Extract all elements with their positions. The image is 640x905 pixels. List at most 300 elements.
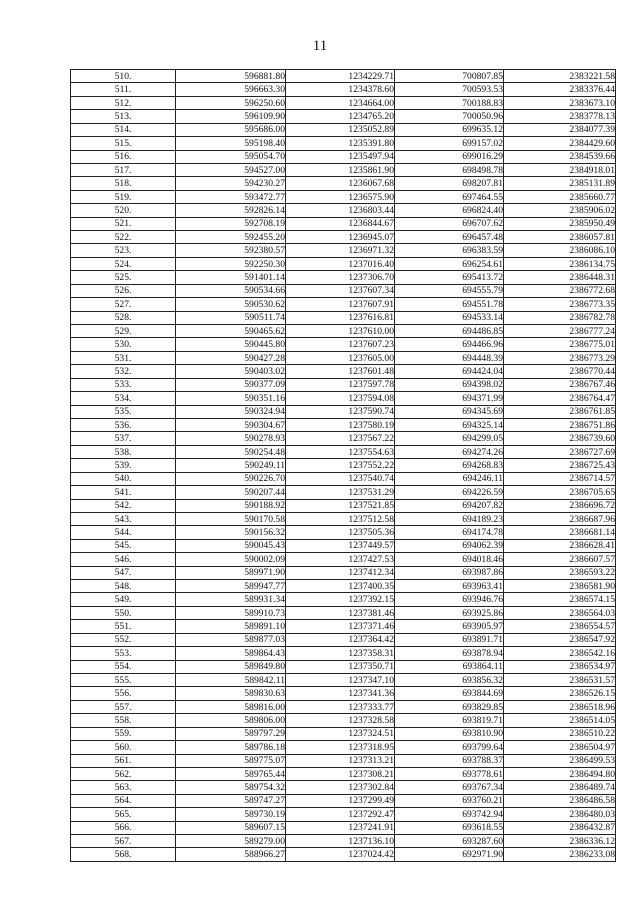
table-row (71, 123, 616, 136)
coordinate-cell: 2384077.39 (504, 123, 616, 136)
table-row (71, 177, 616, 190)
coordinate-cell: 590403.02 (176, 365, 286, 378)
coordinate-cell: 694174.78 (395, 526, 504, 539)
coordinate-cell: 2386767.46 (504, 378, 616, 391)
coordinate-cell: 693829.85 (395, 700, 504, 713)
coordinate-cell: 694551.78 (395, 298, 504, 311)
coordinate-cell: 694345.69 (395, 405, 504, 418)
coordinate-cell: 1237299.49 (286, 794, 395, 807)
coordinate-cell: 590254.48 (176, 445, 286, 458)
coordinate-cell: 589842.11 (176, 673, 286, 686)
point-number-cell: 545. (71, 539, 176, 552)
point-number-cell: 558. (71, 714, 176, 727)
point-number-cell: 536. (71, 418, 176, 431)
coordinate-cell: 1237607.23 (286, 338, 395, 351)
coordinate-cell: 589971.90 (176, 566, 286, 579)
coordinate-cell: 1235861.90 (286, 163, 395, 176)
coordinate-cell: 2384918.01 (504, 163, 616, 176)
coordinate-cell: 589864.43 (176, 647, 286, 660)
coordinate-cell: 2386687.96 (504, 512, 616, 525)
coordinate-cell: 589830.63 (176, 687, 286, 700)
coordinate-cell: 2386773.35 (504, 298, 616, 311)
coordinate-cell: 2384539.66 (504, 150, 616, 163)
table-row (71, 647, 616, 660)
coordinate-cell: 2383778.13 (504, 110, 616, 123)
coordinate-cell: 1237616.81 (286, 311, 395, 324)
table-row (71, 405, 616, 418)
table-row (71, 338, 616, 351)
coordinate-cell: 589279.00 (176, 835, 286, 848)
coordinate-cell: 1237358.31 (286, 647, 395, 660)
point-number-cell: 535. (71, 405, 176, 418)
point-number-cell: 565. (71, 808, 176, 821)
coordinate-cell: 2386628.41 (504, 539, 616, 552)
coordinate-cell: 589775.07 (176, 754, 286, 767)
point-number-cell: 519. (71, 190, 176, 203)
coordinate-cell: 590278.93 (176, 432, 286, 445)
coordinate-cell: 693905.97 (395, 620, 504, 633)
point-number-cell: 550. (71, 606, 176, 619)
coordinate-cell: 589849.80 (176, 660, 286, 673)
coordinate-cell: 594230.27 (176, 177, 286, 190)
point-number-cell: 552. (71, 633, 176, 646)
table-row (71, 727, 616, 740)
coordinate-cell: 693987.86 (395, 566, 504, 579)
coordinate-cell: 1236844.67 (286, 217, 395, 230)
coordinate-cell: 693925.86 (395, 606, 504, 619)
point-number-cell: 529. (71, 325, 176, 338)
coordinate-cell: 1237594.08 (286, 392, 395, 405)
point-number-cell: 514. (71, 123, 176, 136)
table-row (71, 83, 616, 96)
coordinate-cell: 1237521.85 (286, 499, 395, 512)
coordinate-cell: 694226.59 (395, 486, 504, 499)
coordinate-cell: 595198.40 (176, 137, 286, 150)
coordinate-cell: 592455.20 (176, 231, 286, 244)
coordinate-cell: 589806.00 (176, 714, 286, 727)
coordinate-cell: 2386739.60 (504, 432, 616, 445)
point-number-cell: 513. (71, 110, 176, 123)
table-row (71, 204, 616, 217)
coordinate-cell: 2386518.96 (504, 700, 616, 713)
coordinate-cell: 2386542.16 (504, 647, 616, 660)
table-row (71, 244, 616, 257)
coordinate-cell: 699157.02 (395, 137, 504, 150)
coordinate-cell: 1237607.91 (286, 298, 395, 311)
coordinate-cell: 2386681.14 (504, 526, 616, 539)
coordinate-cell: 693287.60 (395, 835, 504, 848)
table-row (71, 459, 616, 472)
coordinate-cell: 694371.99 (395, 392, 504, 405)
coordinate-cell: 590465.62 (176, 325, 286, 338)
coordinate-cell: 1236803.44 (286, 204, 395, 217)
point-number-cell: 561. (71, 754, 176, 767)
coordinate-cell: 2386499.53 (504, 754, 616, 767)
coordinate-cell: 1237136.10 (286, 835, 395, 848)
coordinate-cell: 590427.28 (176, 351, 286, 364)
table-row (71, 217, 616, 230)
coordinate-cell: 596881.80 (176, 70, 286, 83)
coordinate-cell: 694424.04 (395, 365, 504, 378)
coordinate-cell: 694299.05 (395, 432, 504, 445)
coordinate-cell: 590249.11 (176, 459, 286, 472)
coordinate-cell: 2385950.49 (504, 217, 616, 230)
coordinate-cell: 694018.46 (395, 553, 504, 566)
coordinate-cell: 2386696.72 (504, 499, 616, 512)
coordinate-cell: 589765.44 (176, 767, 286, 780)
coordinate-cell: 590156.32 (176, 526, 286, 539)
table-row (71, 673, 616, 686)
coordinate-cell: 693778.61 (395, 767, 504, 780)
coordinate-cell: 694325.14 (395, 418, 504, 431)
coordinate-table-body (71, 70, 616, 862)
coordinate-cell: 1237400.35 (286, 580, 395, 593)
coordinate-cell: 592708.19 (176, 217, 286, 230)
coordinate-cell: 1237505.36 (286, 526, 395, 539)
coordinate-cell: 2386770.44 (504, 365, 616, 378)
table-row (71, 325, 616, 338)
coordinate-cell: 590530.62 (176, 298, 286, 311)
coordinate-cell: 2386593.22 (504, 566, 616, 579)
coordinate-cell: 589931.34 (176, 593, 286, 606)
coordinate-cell: 588966.27 (176, 848, 286, 861)
table-row (71, 378, 616, 391)
coordinate-cell: 2386727.69 (504, 445, 616, 458)
point-number-cell: 554. (71, 660, 176, 673)
coordinate-cell: 693891.71 (395, 633, 504, 646)
coordinate-cell: 590534.66 (176, 284, 286, 297)
point-number-cell: 531. (71, 351, 176, 364)
coordinate-cell: 590351.16 (176, 392, 286, 405)
coordinate-cell: 1237306.70 (286, 271, 395, 284)
coordinate-cell: 696457.48 (395, 231, 504, 244)
coordinate-cell: 2386761.85 (504, 405, 616, 418)
point-number-cell: 562. (71, 767, 176, 780)
coordinate-cell: 2386504.97 (504, 741, 616, 754)
coordinate-cell: 2386336.12 (504, 835, 616, 848)
point-number-cell: 539. (71, 459, 176, 472)
coordinate-cell: 1237016.40 (286, 257, 395, 270)
coordinate-cell: 2386531.57 (504, 673, 616, 686)
coordinate-cell: 2385660.77 (504, 190, 616, 203)
point-number-cell: 515. (71, 137, 176, 150)
table-row (71, 835, 616, 848)
table-row (71, 714, 616, 727)
coordinate-cell: 2386764.47 (504, 392, 616, 405)
point-number-cell: 517. (71, 163, 176, 176)
coordinate-cell: 591401.14 (176, 271, 286, 284)
coordinate-cell: 2386714.57 (504, 472, 616, 485)
table-row (71, 580, 616, 593)
coordinate-cell: 596250.60 (176, 96, 286, 109)
point-number-cell: 530. (71, 338, 176, 351)
table-row (71, 512, 616, 525)
coordinate-cell: 693760.21 (395, 794, 504, 807)
table-row (71, 190, 616, 203)
coordinate-cell: 1237371.46 (286, 620, 395, 633)
coordinate-cell: 1237292.47 (286, 808, 395, 821)
point-number-cell: 523. (71, 244, 176, 257)
table-row (71, 593, 616, 606)
coordinate-cell: 693878.94 (395, 647, 504, 660)
coordinate-cell: 2386086.10 (504, 244, 616, 257)
point-number-cell: 527. (71, 298, 176, 311)
table-row (71, 298, 616, 311)
coordinate-cell: 2386489.74 (504, 781, 616, 794)
coordinate-cell: 693864.11 (395, 660, 504, 673)
table-row (71, 553, 616, 566)
coordinate-cell: 694189.23 (395, 512, 504, 525)
table-row (71, 781, 616, 794)
coordinate-cell: 694448.39 (395, 351, 504, 364)
coordinate-cell: 694398.02 (395, 378, 504, 391)
coordinate-cell: 592380.57 (176, 244, 286, 257)
coordinate-cell: 693767.34 (395, 781, 504, 794)
coordinate-cell: 693819.71 (395, 714, 504, 727)
coordinate-cell: 700593.53 (395, 83, 504, 96)
table-row (71, 445, 616, 458)
coordinate-cell: 1237333.77 (286, 700, 395, 713)
table-row (71, 96, 616, 109)
coordinate-cell: 596109.90 (176, 110, 286, 123)
coordinate-cell: 2386725.43 (504, 459, 616, 472)
table-row (71, 620, 616, 633)
coordinate-cell: 590045.43 (176, 539, 286, 552)
coordinate-cell: 590377.09 (176, 378, 286, 391)
table-row (71, 566, 616, 579)
point-number-cell: 553. (71, 647, 176, 660)
point-number-cell: 551. (71, 620, 176, 633)
coordinate-cell: 700807.85 (395, 70, 504, 83)
coordinate-cell: 1237328.58 (286, 714, 395, 727)
coordinate-cell: 2384429.60 (504, 137, 616, 150)
coordinate-cell: 594527.00 (176, 163, 286, 176)
coordinate-cell: 693742.94 (395, 808, 504, 821)
table-row (71, 821, 616, 834)
point-number-cell: 548. (71, 580, 176, 593)
coordinate-cell: 596663.30 (176, 83, 286, 96)
coordinate-cell: 589816.00 (176, 700, 286, 713)
coordinate-cell: 2386773.29 (504, 351, 616, 364)
table-row (71, 808, 616, 821)
coordinate-cell: 2386514.05 (504, 714, 616, 727)
coordinate-cell: 2386534.97 (504, 660, 616, 673)
coordinate-cell: 694268.83 (395, 459, 504, 472)
coordinate-cell: 2386480.03 (504, 808, 616, 821)
coordinate-cell: 589786.18 (176, 741, 286, 754)
coordinate-cell: 1237580.19 (286, 418, 395, 431)
coordinate-cell: 1237347.10 (286, 673, 395, 686)
point-number-cell: 543. (71, 512, 176, 525)
coordinate-cell: 700188.83 (395, 96, 504, 109)
coordinate-cell: 694486.85 (395, 325, 504, 338)
coordinate-cell: 1237313.21 (286, 754, 395, 767)
table-row (71, 767, 616, 780)
coordinate-cell: 2383376.44 (504, 83, 616, 96)
coordinate-cell: 1237540.74 (286, 472, 395, 485)
coordinate-cell: 2386510.22 (504, 727, 616, 740)
coordinate-cell: 1237318.95 (286, 741, 395, 754)
point-number-cell: 521. (71, 217, 176, 230)
coordinate-cell: 1237531.29 (286, 486, 395, 499)
table-row (71, 231, 616, 244)
table-row (71, 472, 616, 485)
table-row (71, 311, 616, 324)
coordinate-cell: 2386564.03 (504, 606, 616, 619)
coordinate-cell: 1237392.15 (286, 593, 395, 606)
coordinate-cell: 2386782.78 (504, 311, 616, 324)
table-row (71, 754, 616, 767)
coordinate-cell: 697464.55 (395, 190, 504, 203)
coordinate-cell: 2383221.58 (504, 70, 616, 83)
point-number-cell: 549. (71, 593, 176, 606)
coordinate-cell: 693963.41 (395, 580, 504, 593)
point-number-cell: 566. (71, 821, 176, 834)
point-number-cell: 520. (71, 204, 176, 217)
coordinate-cell: 1237590.74 (286, 405, 395, 418)
coordinate-cell: 1237302.84 (286, 781, 395, 794)
point-number-cell: 556. (71, 687, 176, 700)
coordinate-cell: 589910.73 (176, 606, 286, 619)
coordinate-cell: 2386547.92 (504, 633, 616, 646)
coordinate-cell: 698498.78 (395, 163, 504, 176)
table-row (71, 700, 616, 713)
coordinate-cell: 1237427.53 (286, 553, 395, 566)
table-row (71, 848, 616, 861)
coordinate-cell: 592250.30 (176, 257, 286, 270)
table-row (71, 70, 616, 83)
coordinate-cell: 1236945.07 (286, 231, 395, 244)
point-number-cell: 533. (71, 378, 176, 391)
coordinate-cell: 698207.81 (395, 177, 504, 190)
coordinate-cell: 589877.03 (176, 633, 286, 646)
point-number-cell: 560. (71, 741, 176, 754)
table-row (71, 741, 616, 754)
coordinate-cell: 696383.59 (395, 244, 504, 257)
coordinate-cell: 1235391.80 (286, 137, 395, 150)
coordinate-cell: 694466.96 (395, 338, 504, 351)
coordinate-cell: 1237364.42 (286, 633, 395, 646)
coordinate-cell: 693856.32 (395, 673, 504, 686)
coordinate-cell: 1237308.21 (286, 767, 395, 780)
point-number-cell: 564. (71, 794, 176, 807)
coordinate-cell: 693788.37 (395, 754, 504, 767)
table-row (71, 137, 616, 150)
point-number-cell: 516. (71, 150, 176, 163)
coordinate-cell: 1237552.22 (286, 459, 395, 472)
coordinate-cell: 2386526.15 (504, 687, 616, 700)
coordinate-cell: 693946.76 (395, 593, 504, 606)
table-row (71, 163, 616, 176)
coordinate-cell: 693844.69 (395, 687, 504, 700)
coordinate-cell: 590511.74 (176, 311, 286, 324)
coordinate-cell: 700050.96 (395, 110, 504, 123)
coordinate-cell: 590002.09 (176, 553, 286, 566)
table-row (71, 660, 616, 673)
point-number-cell: 547. (71, 566, 176, 579)
table-row (71, 526, 616, 539)
table-row (71, 392, 616, 405)
coordinate-cell: 1236575.90 (286, 190, 395, 203)
coordinate-cell: 590207.44 (176, 486, 286, 499)
coordinate-cell: 1234378.60 (286, 83, 395, 96)
coordinate-cell: 590188.92 (176, 499, 286, 512)
coordinate-cell: 696707.62 (395, 217, 504, 230)
point-number-cell: 538. (71, 445, 176, 458)
coordinate-cell: 2386432.87 (504, 821, 616, 834)
coordinate-cell: 1237601.48 (286, 365, 395, 378)
coordinate-cell: 593472.77 (176, 190, 286, 203)
coordinate-cell: 693810.90 (395, 727, 504, 740)
coordinate-cell: 1237412.34 (286, 566, 395, 579)
coordinate-cell: 1237605.00 (286, 351, 395, 364)
coordinate-cell: 694246.11 (395, 472, 504, 485)
table-row (71, 486, 616, 499)
coordinate-cell: 589947.77 (176, 580, 286, 593)
coordinate-cell: 2386057.81 (504, 231, 616, 244)
point-number-cell: 532. (71, 365, 176, 378)
point-number-cell: 512. (71, 96, 176, 109)
coordinate-cell: 2386574.15 (504, 593, 616, 606)
point-number-cell: 524. (71, 257, 176, 270)
point-number-cell: 555. (71, 673, 176, 686)
coordinate-cell: 1236971.32 (286, 244, 395, 257)
point-number-cell: 563. (71, 781, 176, 794)
coordinate-cell: 1237324.51 (286, 727, 395, 740)
table-row (71, 539, 616, 552)
table-row (71, 365, 616, 378)
point-number-cell: 526. (71, 284, 176, 297)
coordinate-cell: 1236067.68 (286, 177, 395, 190)
coordinate-cell: 2385131.89 (504, 177, 616, 190)
coordinate-cell: 1234664.00 (286, 96, 395, 109)
coordinate-cell: 2386134.75 (504, 257, 616, 270)
table-row (71, 271, 616, 284)
coordinate-cell: 590304.67 (176, 418, 286, 431)
coordinate-cell: 693618.55 (395, 821, 504, 834)
table-row (71, 150, 616, 163)
coordinate-cell: 590226.70 (176, 472, 286, 485)
table-row (71, 110, 616, 123)
table-row (71, 499, 616, 512)
coordinate-cell: 2386448.31 (504, 271, 616, 284)
coordinate-cell: 699016.29 (395, 150, 504, 163)
point-number-cell: 544. (71, 526, 176, 539)
coordinate-cell: 2385906.02 (504, 204, 616, 217)
table-row (71, 606, 616, 619)
coordinate-cell: 2386233.08 (504, 848, 616, 861)
point-number-cell: 534. (71, 392, 176, 405)
coordinate-cell: 693799.64 (395, 741, 504, 754)
coordinate-cell: 590324.94 (176, 405, 286, 418)
point-number-cell: 511. (71, 83, 176, 96)
coordinate-table (70, 69, 616, 862)
table-row (71, 794, 616, 807)
coordinate-cell: 694207.82 (395, 499, 504, 512)
point-number-cell: 557. (71, 700, 176, 713)
coordinate-cell: 1237241.91 (286, 821, 395, 834)
point-number-cell: 518. (71, 177, 176, 190)
point-number-cell: 510. (71, 70, 176, 83)
coordinate-cell: 2386705.65 (504, 486, 616, 499)
coordinate-cell: 2386554.57 (504, 620, 616, 633)
coordinate-cell: 1235497.94 (286, 150, 395, 163)
coordinate-cell: 696254.61 (395, 257, 504, 270)
coordinate-cell: 2386777.24 (504, 325, 616, 338)
coordinate-cell: 2386751.86 (504, 418, 616, 431)
coordinate-cell: 1237597.78 (286, 378, 395, 391)
coordinate-cell: 589747.27 (176, 794, 286, 807)
